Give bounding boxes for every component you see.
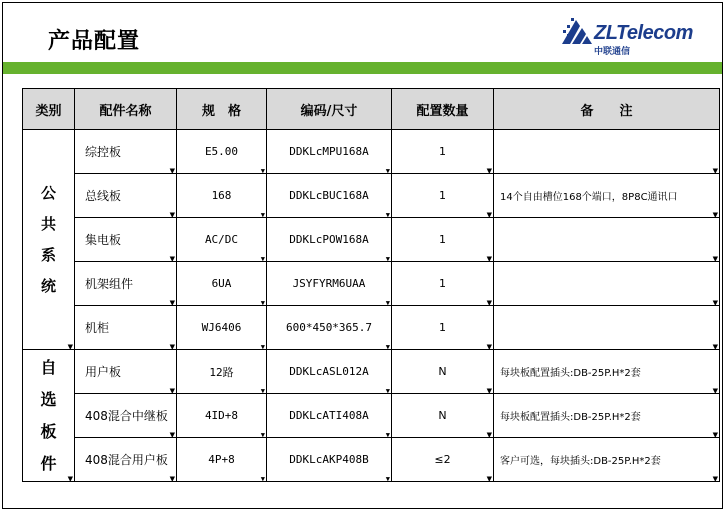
part-note: [494, 218, 720, 262]
table-row: [23, 306, 720, 350]
cell-marker-icon: ▼: [385, 475, 390, 483]
header-category: 类别: [23, 89, 75, 130]
part-qty: 1 ▼: [392, 130, 494, 174]
cell-marker-icon: ▼: [712, 387, 718, 395]
part-spec: 12路 ▼: [177, 350, 267, 394]
cell-marker-icon: ▼: [169, 299, 175, 307]
product-config-table: [22, 88, 720, 482]
cell-marker-icon: ▼: [486, 343, 492, 351]
cell-marker-icon: ▼: [712, 167, 718, 175]
brand-subtitle: 中联通信: [594, 47, 631, 57]
part-qty: 1 ▼: [392, 306, 494, 350]
cell-marker-icon: ▼: [169, 431, 175, 439]
part-code: DDKLcMPU168A ▼: [267, 130, 392, 174]
part-name: 408混合中继板 ▼: [75, 394, 177, 438]
part-code: DDKLcASL012A ▼: [267, 350, 392, 394]
cell-marker-icon: ▼: [260, 211, 265, 219]
header-quantity: 配置数量: [392, 89, 494, 130]
cell-marker-icon: ▼: [712, 255, 718, 263]
table-header-row: [23, 89, 720, 130]
brand-name: ZLTelecom: [594, 22, 693, 44]
part-note: 每块板配置插头:DB-25P.H*2套 ▼: [494, 350, 720, 394]
cell-marker-icon: ▼: [486, 255, 492, 263]
cell-marker-icon: ▼: [169, 255, 175, 263]
part-note: [494, 130, 720, 174]
cell-marker-icon: ▼: [486, 211, 492, 219]
header-part-name: 配件名称: [75, 89, 177, 130]
table-row: [23, 394, 720, 438]
cell-marker-icon: ▼: [712, 475, 718, 483]
table-row: [23, 350, 720, 394]
part-name: 机柜 ▼: [75, 306, 177, 350]
part-qty: 1 ▼: [392, 218, 494, 262]
part-code: DDKLcAKP408B ▼: [267, 438, 392, 482]
part-code: DDKLcPOW168A ▼: [267, 218, 392, 262]
cell-marker-icon: ▼: [169, 211, 175, 219]
cell-marker-icon: ▼: [260, 255, 265, 263]
part-name: 总线板 ▼: [75, 174, 177, 218]
header-code-size: 编码/尺寸: [267, 89, 392, 130]
table-row: [23, 262, 720, 306]
cell-marker-icon: ▼: [712, 299, 718, 307]
cell-marker-icon: ▼: [169, 167, 175, 175]
part-name: 408混合用户板 ▼: [75, 438, 177, 482]
table-row: [23, 130, 720, 174]
cell-marker-icon: ▼: [169, 387, 175, 395]
part-spec: AC/DC ▼: [177, 218, 267, 262]
part-qty: N ▼: [392, 394, 494, 438]
cell-marker-icon: ▼: [260, 475, 265, 483]
cell-marker-icon: ▼: [712, 343, 718, 351]
part-name: 综控板 ▼: [75, 130, 177, 174]
part-spec: 4P+8 ▼: [177, 438, 267, 482]
part-note: 14个自由槽位168个端口，8P8C通讯口 ▼: [494, 174, 720, 218]
category-char: 共: [40, 214, 56, 233]
part-note: [494, 306, 720, 350]
globe-icon: [560, 14, 594, 54]
cell-marker-icon: ▼: [486, 475, 492, 483]
cell-marker-icon: ▼: [260, 299, 265, 307]
cell-marker-icon: ▼: [169, 475, 175, 483]
cell-marker-icon: ▼: [385, 299, 390, 307]
header-spec: 规 格: [177, 89, 267, 130]
cell-marker-icon: ▼: [385, 431, 390, 439]
category-char: 选: [40, 389, 57, 409]
table-row: [23, 438, 720, 482]
cell-marker-icon: ▼: [486, 431, 492, 439]
part-code: DDKLcATI408A ▼: [267, 394, 392, 438]
part-name: 集电板 ▼: [75, 218, 177, 262]
brand-logo: [560, 14, 710, 58]
cell-marker-icon: ▼: [67, 343, 73, 351]
category-common-system: [23, 130, 75, 350]
category-char: 件: [40, 453, 57, 473]
part-qty: 1 ▼: [392, 262, 494, 306]
accent-bar: [3, 62, 722, 74]
table-row: [23, 218, 720, 262]
cell-marker-icon: ▼: [486, 167, 492, 175]
cell-marker-icon: ▼: [385, 167, 390, 175]
cell-marker-icon: ▼: [385, 343, 390, 351]
cell-marker-icon: ▼: [712, 211, 718, 219]
page-title: 产品配置: [48, 29, 141, 54]
part-spec: 6UA ▼: [177, 262, 267, 306]
part-note: 每块板配置插头:DB-25P.H*2套 ▼: [494, 394, 720, 438]
cell-marker-icon: ▼: [67, 475, 73, 483]
category-char: 板: [40, 421, 57, 441]
cell-marker-icon: ▼: [260, 343, 265, 351]
part-qty: ≤2 ▼: [392, 438, 494, 482]
category-char: 公: [40, 183, 56, 202]
cell-marker-icon: ▼: [260, 431, 265, 439]
part-code: DDKLcBUC168A ▼: [267, 174, 392, 218]
part-note: [494, 262, 720, 306]
cell-marker-icon: ▼: [260, 167, 265, 175]
cell-marker-icon: ▼: [712, 431, 718, 439]
category-char: 统: [40, 276, 56, 295]
part-code: JSYFYRM6UAA ▼: [267, 262, 392, 306]
cell-marker-icon: ▼: [169, 343, 175, 351]
part-spec: WJ6406 ▼: [177, 306, 267, 350]
part-spec: 168 ▼: [177, 174, 267, 218]
part-spec: E5.00 ▼: [177, 130, 267, 174]
cell-marker-icon: ▼: [260, 387, 265, 395]
part-qty: 1 ▼: [392, 174, 494, 218]
cell-marker-icon: ▼: [385, 255, 390, 263]
part-qty: N ▼: [392, 350, 494, 394]
part-note: 客户可选，每块插头:DB-25P.H*2套 ▼: [494, 438, 720, 482]
cell-marker-icon: ▼: [385, 387, 390, 395]
part-name: 用户板 ▼: [75, 350, 177, 394]
part-spec: 4ID+8 ▼: [177, 394, 267, 438]
category-char: 系: [40, 245, 56, 264]
part-name: 机架组件 ▼: [75, 262, 177, 306]
cell-marker-icon: ▼: [486, 299, 492, 307]
header-remarks: 备 注: [494, 89, 720, 130]
category-char: 自: [40, 357, 57, 377]
part-code: 600*450*365.7 ▼: [267, 306, 392, 350]
category-optional-boards: [23, 350, 75, 482]
cell-marker-icon: ▼: [486, 387, 492, 395]
table-row: [23, 174, 720, 218]
cell-marker-icon: ▼: [385, 211, 390, 219]
